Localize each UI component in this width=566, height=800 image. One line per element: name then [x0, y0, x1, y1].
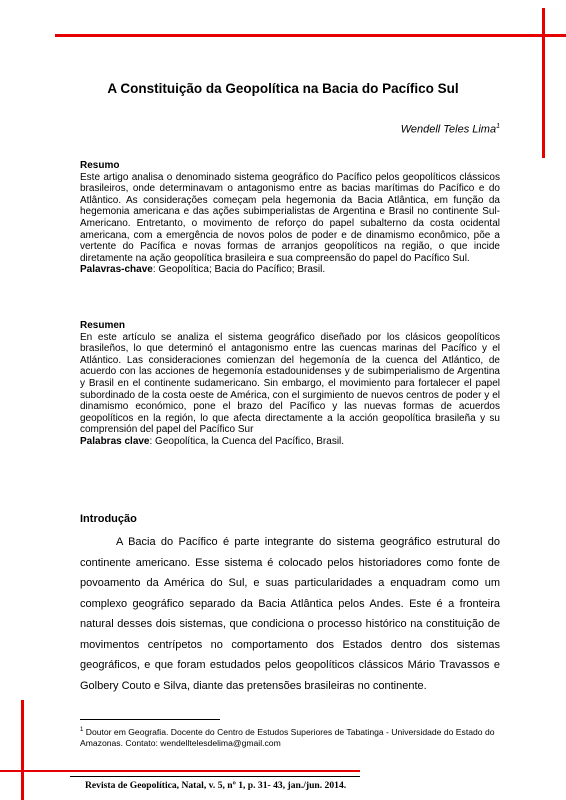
footnote — [80, 725, 505, 749]
footnote-marker: 1 — [80, 727, 84, 733]
resumen-section — [80, 320, 500, 448]
resumen-keywords-text: : Geopolítica, la Cuenca del Pacífico, Brasil. — [149, 435, 345, 447]
article-title: A Constituição da Geopolítica na Bacia do Pacífico Sul — [107, 81, 459, 96]
author-line — [401, 123, 500, 136]
introducao-heading: Introdução — [80, 513, 137, 525]
left-red-rule — [21, 700, 24, 800]
resumo-heading: Resumo — [80, 160, 120, 171]
resumo-keywords-text: : Geopolítica; Bacia do Pacífico; Brasil. — [152, 264, 326, 276]
resumo-keywords-label: Palavras-chave — [80, 264, 153, 276]
resumo-section — [80, 160, 500, 276]
introducao-paragraph: A Bacia do Pacífico é parte integrante do sistema geográfico estrutural do continente americano. Esse sistema é colocado pelos historiadores como fonte de povoamento da América do Sul, e suas particularidades a enquadram como um complexo geográfico separado da Bacia Atlântica pelos Andes. Este é a fronteira natural desses dois sistemas, que condiciona o processo histórico na constituição de movimentos centrípetos no comportamento dos Estados dentro dos sistemas geográficos, e que foram estudados pelos geopolíticos clássicos Mário Travassos e Golbery Couto e Silva, diante das pretensões brasileiras no continente. — [80, 536, 500, 692]
resumen-keywords — [80, 436, 500, 448]
resumen-text: En este artículo se analiza el sistema geográfico diseñado por los clásicos geopolíticos brasileños, lo que determinó el antagonismo entre las cuencas marinas del Pacífico y el Atlántico. Las consideraciones comienzan del hegemonía de la cuenca del Atlántico, de acuerdo con las acciones de hegemonía estadounidenses y de subimperialismo de Argentina y Brasil en el continente sudamericano. Sin embargo, el movimiento para fortalecer el papel subordinado de la costa oeste de América, con el surgimiento de nuevos centros de poder y el dinamismo económico, pone el brazo del Pacífico y las nuevas formas de acuerdos geopolíticos en la región, lo que afecta directamente a la acción geopolítica brasileña y su comprensión del papel del Pacífico Sur — [80, 331, 500, 436]
footnote-divider — [80, 719, 220, 720]
resumo-text: Este artigo analisa o denominado sistema geográfico do Pacífico pelos geopolíticos clássicos brasileiros, onde determinavam o antagonismo entre as bacias marítimas do Pacífico e do Atlântico. As considerações começam pela hegemonia da Bacia Atlântica, em função da hegemonia americana e das ações subimperialistas de Argentina e Brasil no continente Sul-Americano. Entretanto, o movimento de reforço do papel subalterno da costa ocidental americana, com a emergência de novos polos de poder e de dinamismo econômico, põe a vertente do Pacífica e novas formas de arranjos geopolíticos na região, o que incide diretamente na ação geopolítica brasileira e sua compreensão do papel do Pacífico Sul. — [80, 171, 500, 264]
footer-divider — [70, 776, 360, 777]
author-name: Wendell Teles Lima — [400, 123, 497, 136]
journal-footer: Revista de Geopolítica, Natal, v. 5, nº 1, p. 31- 43, jan./jun. 2014. — [85, 780, 347, 791]
top-red-rule — [55, 34, 566, 37]
resumen-keywords-label: Palabras clave — [80, 435, 150, 447]
resumen-heading: Resumen — [80, 320, 126, 331]
footnote-text: Doutor em Geografia. Docente do Centro de Estudos Superiores de Tabatinga - Universidade do Estado do Amazonas. Contato: wendelltelesdelima@gmail.com — [80, 726, 495, 748]
resumo-keywords — [80, 264, 500, 276]
bottom-red-rule — [0, 770, 360, 772]
author-note-marker: 1 — [496, 123, 500, 130]
